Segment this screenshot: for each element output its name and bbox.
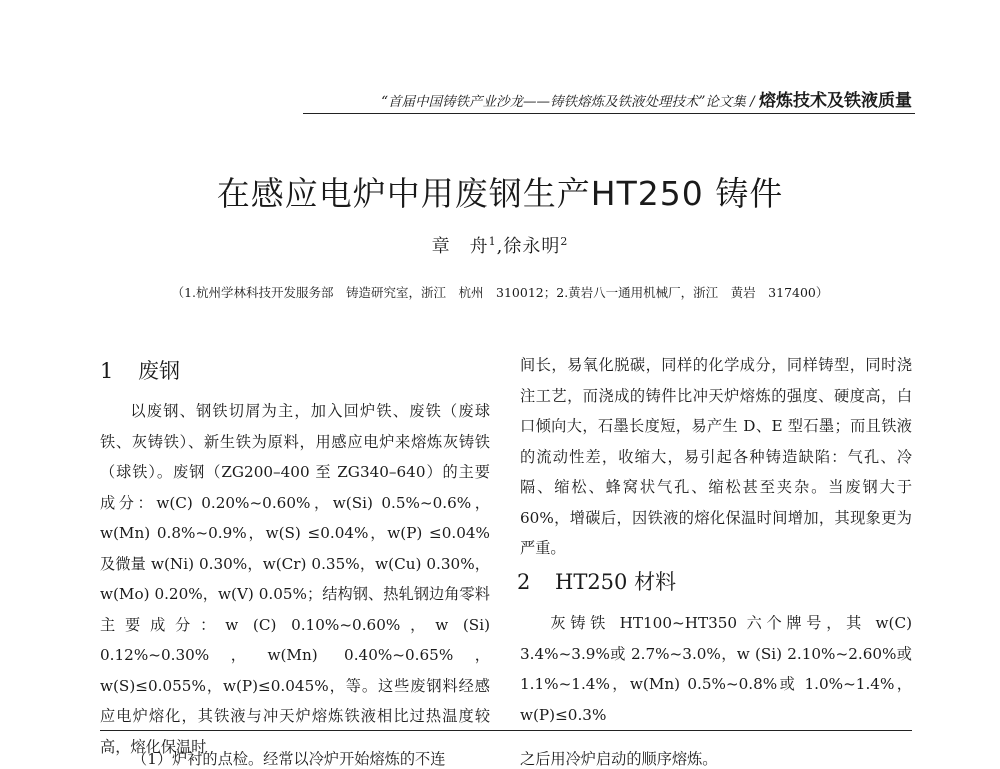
right-column-section2 [520,608,912,730]
section-number: 2 [517,570,531,594]
header-rule [303,113,915,114]
paper-title: 在感应电炉中用废钢生产HT250 铸件 [216,174,784,213]
page-rule [100,730,912,731]
running-header [200,86,912,111]
section-number: 1 [100,359,114,383]
next-block-right: 之后用冷炉启动的顺序熔炼。 [520,750,718,768]
affiliation-mark: 2 [560,235,569,248]
body-paragraph: 间长，易氧化脱碳，同样的化学成分，同样铸型，同时浇注工艺，而浇成的铸件比冲天炉熔炼的强度、硬度高，白口倾向大，石墨长度短，易产生 D、E 型石墨；而且铁液的流动性差，收缩大，易引起各种铸造缺陷：气孔、冷隔、缩松、蜂窝状气孔、缩松甚至夹杂。当废钢大于 60%，增碳后，因铁液的熔化保温时间增加，其现象更为严重。 [520,356,912,557]
affiliation: （1.杭州学林科技开发服务部 铸造研究室，浙江 杭州 310012；2.黄岩八一通用机械厂，浙江 黄岩 317400） [171,285,829,300]
running-header-section: 熔炼技术及铁液质量 [759,91,912,111]
author-name: 章 舟 [431,236,489,257]
body-paragraph: 灰铸铁 HT100~HT350 六个牌号，其 w(C) 3.4%~3.9%或 2.7%~3.0%，w (Si) 2.10%~2.60%或 1.1%~1.4%，w(Mn) 0.5%~0.8%或 1.0%~1.4%，w(P)≤0.3% [520,614,912,724]
author-name: 徐永明 [503,236,561,257]
next-block-left: （1）炉衬的点检。经常以冷炉开始熔炼的不连 [132,750,446,768]
right-column-continuation [520,350,912,564]
body-paragraph: 以废钢、钢铁切屑为主，加入回炉铁、废铁（废球铁、灰铸铁）、新生铁为原料，用感应电炉来熔炼灰铸铁（球铁）。废钢（ZG200–400 至 ZG340–640）的主要成分：w(C) 0.20%~0.60%，w(Si) 0.5%~0.6%，w(Mn) 0.8%~0.9%，w(S) ≤0.04%，w(P) ≤0.04% 及微量 w(Ni) 0.30%，w(Cr) 0.35%，w(Cu) 0.30%，w(Mo) 0.20%，w(V) 0.05%；结构钢、热轧钢边角零料主要成分：w (C) 0.10%~0.60%，w (Si) 0.12%~0.30%，w(Mn) 0.40%~0.65%，w(S)≤0.055%，w(P)≤0.045%，等。这些废钢料经感应电炉熔化，其铁液与冲天炉熔炼铁液相比过热温度较高，熔化保温时 [100,402,490,756]
section-title: 废钢 [138,359,180,383]
section-title: HT250 材料 [555,570,677,594]
running-header-series: “首届中国铸铁产业沙龙——铸铁熔炼及铁液处理技术”论文集 / [381,94,759,110]
section-heading [100,355,180,385]
section-heading [517,566,676,596]
author-line [0,232,1000,258]
author-separator: , [496,236,504,257]
affiliation-mark: 1 [488,235,497,248]
left-column [100,396,490,762]
